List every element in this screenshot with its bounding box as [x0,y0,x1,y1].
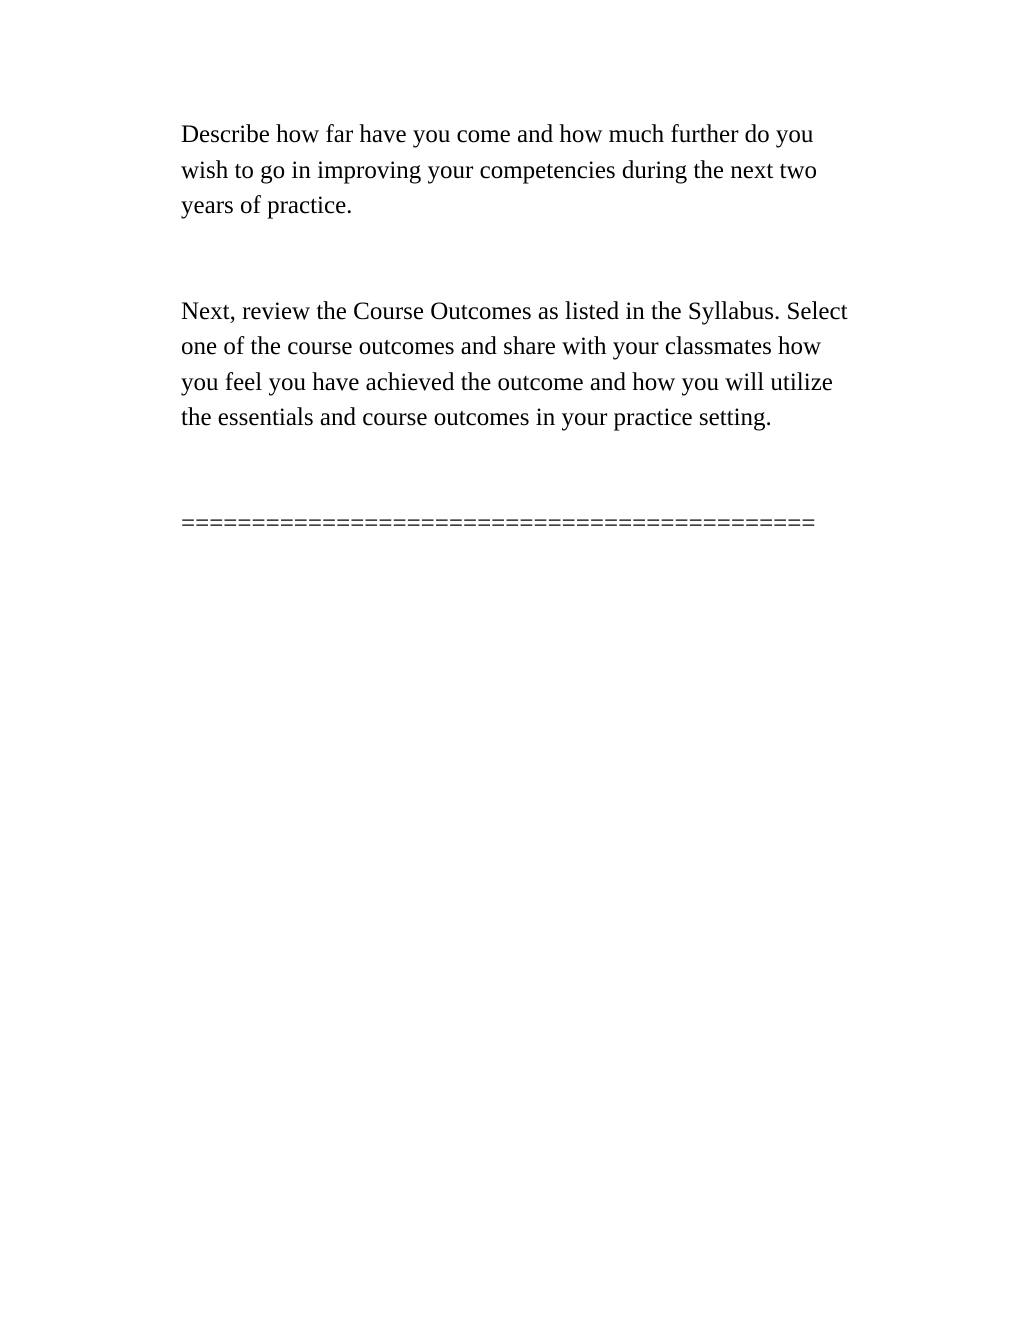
separator-line: ============================================= [181,509,816,537]
document-body [181,117,911,541]
paragraph-course-outcomes-prompt: Next, review the Course Outcomes as listed in the Syllabus. Select one of the course outcomes and share with your classmates how you feel you have achieved the outcome and how you will utilize the essentials and course outcomes in your practice setting. [181,297,848,431]
paragraph-reflection-prompt: Describe how far have you come and how much further do you wish to go in improving your competencies during the next two years of practice. [181,121,818,219]
